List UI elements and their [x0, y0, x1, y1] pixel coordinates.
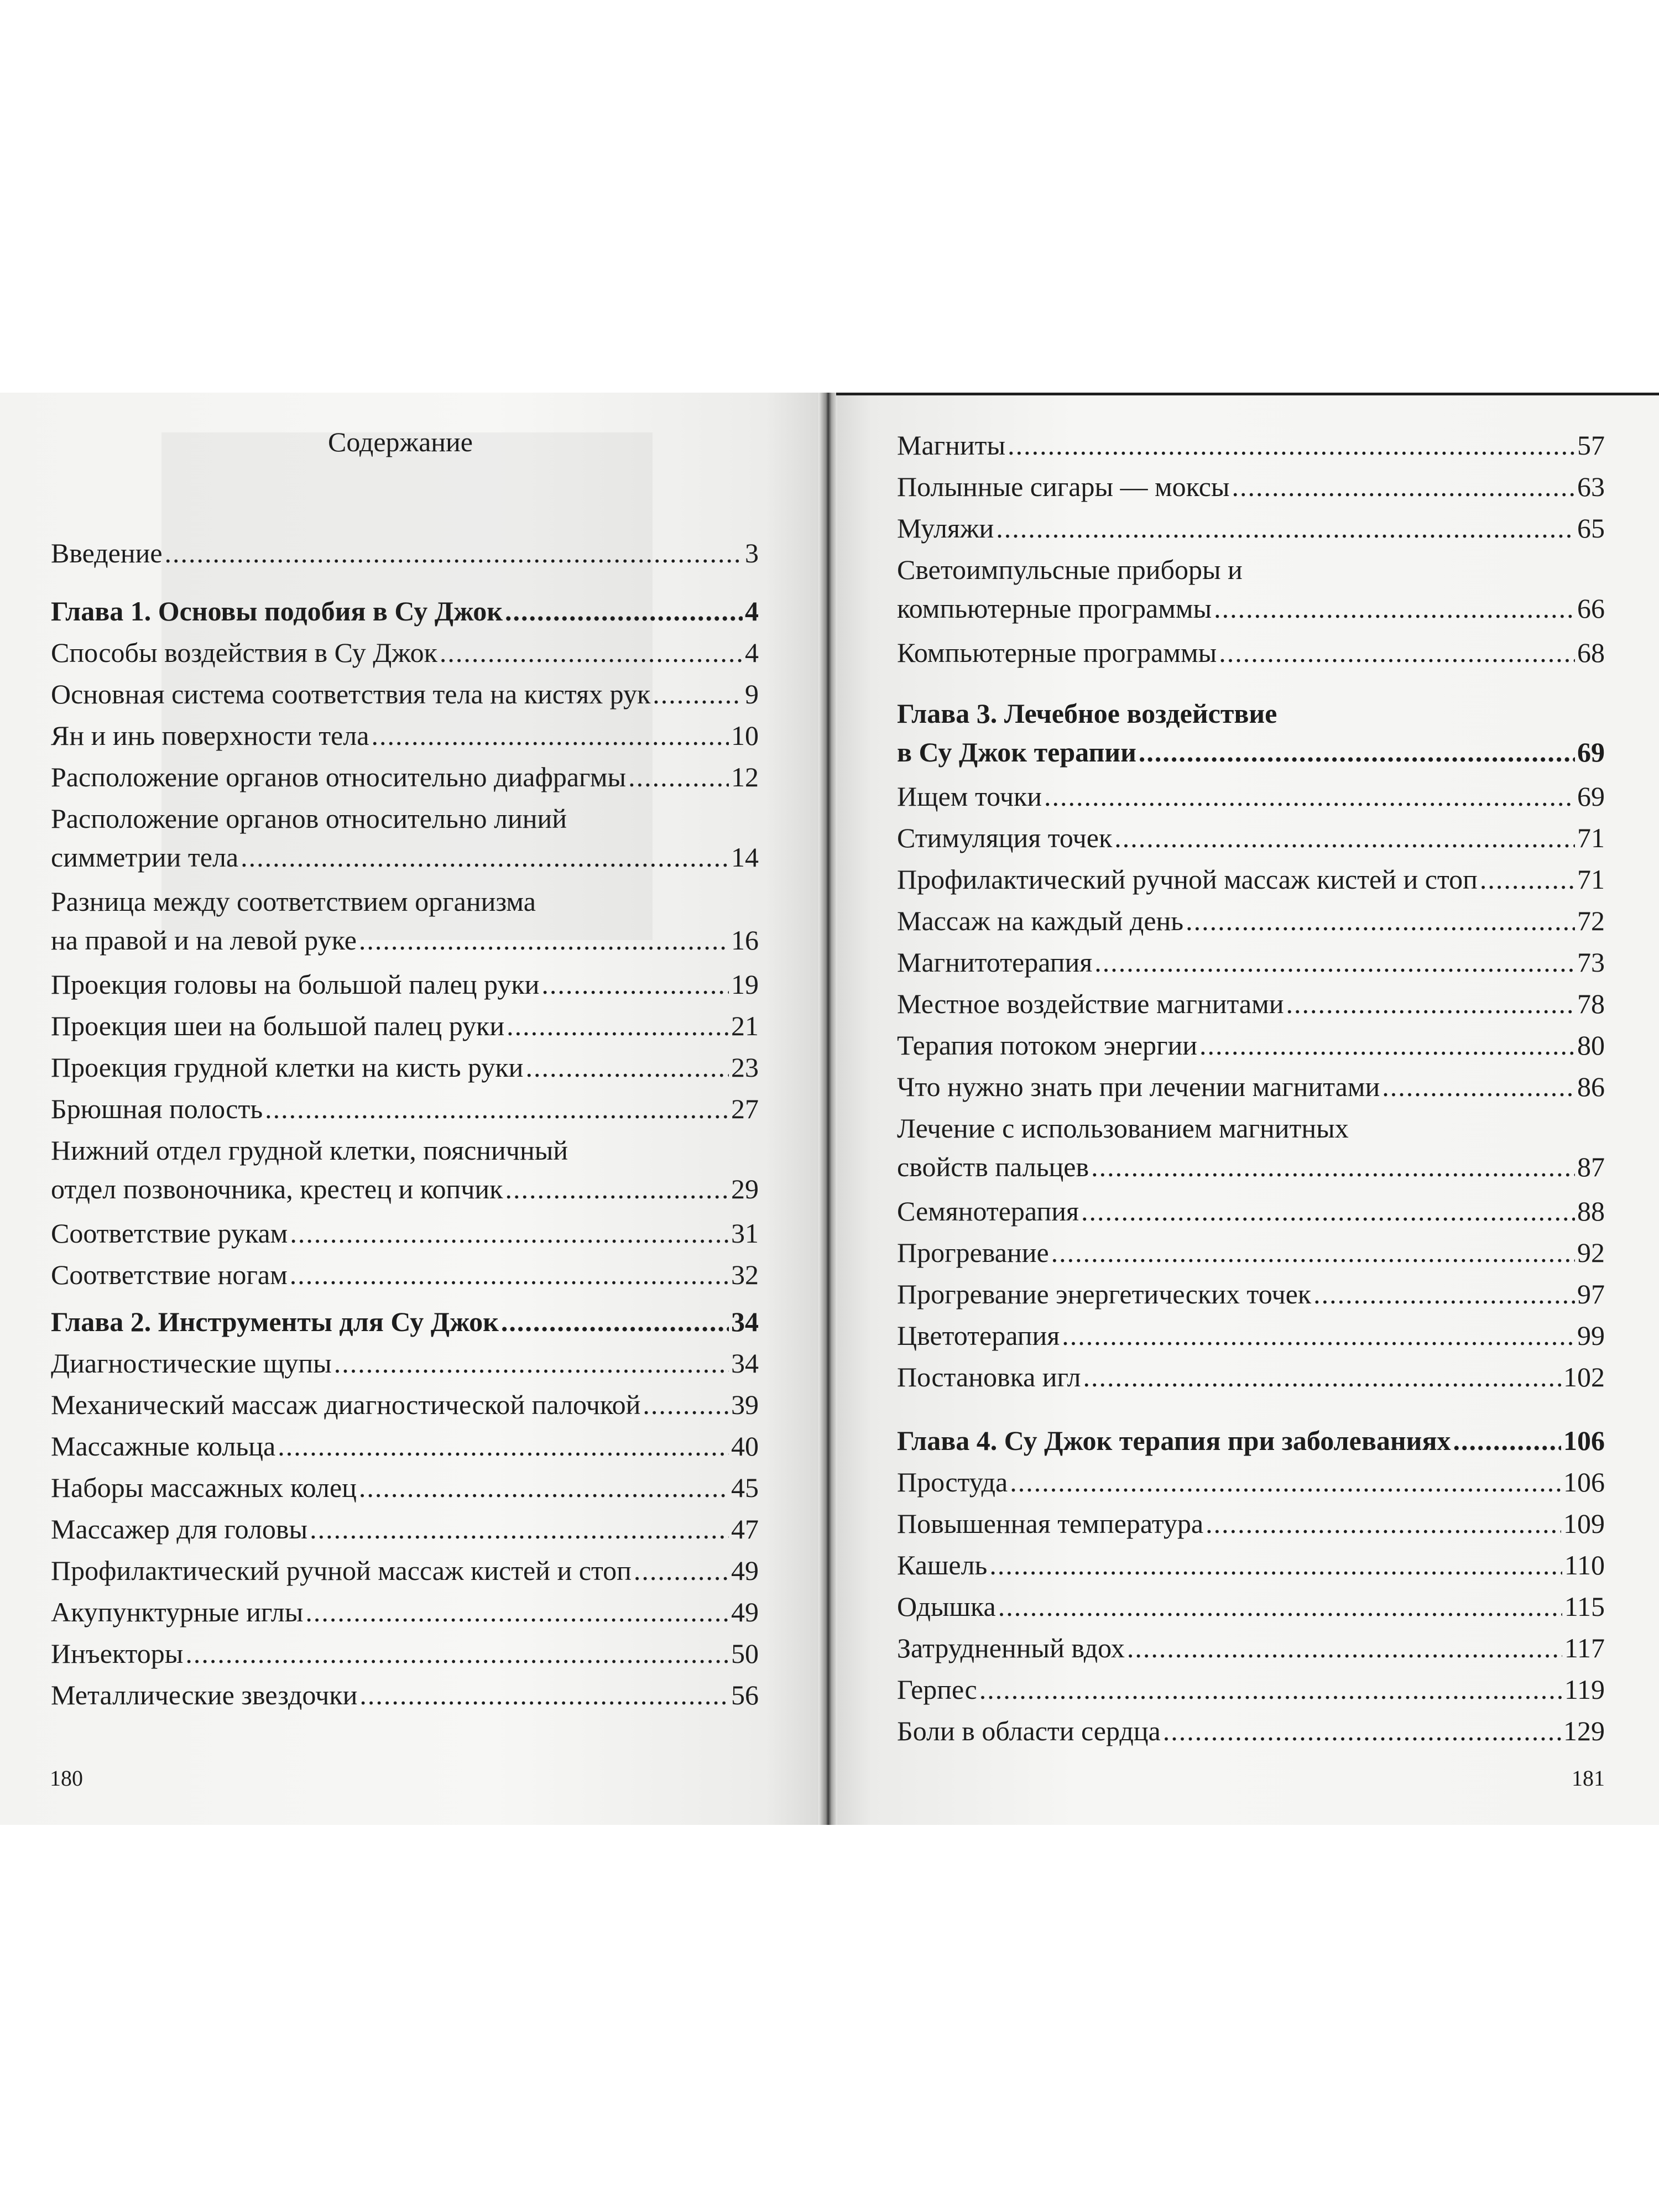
dot-leader: [359, 1676, 729, 1714]
page-number-right: 181: [1572, 1766, 1605, 1791]
toc-entry-page: 34: [731, 1306, 759, 1337]
dot-leader: [1206, 1504, 1561, 1543]
toc-entry-title: Металлические звездочки: [51, 1679, 358, 1710]
toc-entry-title: Повышенная температура: [897, 1508, 1204, 1539]
toc-entry: [897, 1629, 1605, 1667]
dot-leader: [1051, 1233, 1575, 1272]
toc-entry: [897, 1316, 1605, 1355]
toc-entry-title-line1: Расположение органов относительно линий: [51, 803, 567, 834]
toc-entry-title: Акупунктурные иглы: [51, 1597, 304, 1627]
dot-leader: [1480, 860, 1575, 899]
dot-leader: [1453, 1421, 1562, 1460]
toc-entry-page: 88: [1577, 1196, 1605, 1227]
toc-entry: [51, 1089, 759, 1128]
dot-leader: [1286, 984, 1575, 1023]
toc-entry-page: 34: [731, 1348, 759, 1379]
toc-entry: [897, 777, 1605, 816]
toc-entry-page: 69: [1577, 781, 1605, 812]
toc-entry-page: 49: [731, 1597, 759, 1627]
toc-entry: [51, 1006, 759, 1045]
dot-leader: [507, 1006, 729, 1045]
toc-entry-title: Простуда: [897, 1467, 1008, 1498]
toc-entry-title: Муляжи: [897, 513, 994, 544]
toc-entry-title: Массажные кольца: [51, 1431, 276, 1462]
toc-entry-page: 119: [1564, 1674, 1605, 1705]
toc-entry-title: в Су Джок терапии: [897, 737, 1136, 768]
toc-entry-title: Компьютерные программы: [897, 637, 1217, 668]
toc-entry-page: 39: [731, 1389, 759, 1420]
toc-entry-title: Прогревание энергетических точек: [897, 1279, 1312, 1310]
toc-entry: [51, 534, 759, 572]
toc-entry-page: 23: [731, 1052, 759, 1083]
dot-leader: [305, 1593, 729, 1631]
toc-entry-title: Профилактический ручной массаж кистей и стоп: [897, 864, 1478, 895]
toc-entry: [51, 965, 759, 1004]
dot-leader: [1127, 1629, 1562, 1667]
toc-entry-title: Проекция головы на большой палец руки: [51, 969, 540, 1000]
toc-entry-page: 45: [731, 1472, 759, 1503]
toc-entry: [897, 509, 1605, 547]
dot-leader: [998, 1587, 1562, 1626]
toc-chapter-entry: [51, 1302, 759, 1341]
dot-leader: [165, 534, 743, 572]
toc-entry: [51, 1385, 759, 1424]
dot-leader: [989, 1546, 1562, 1584]
page-edge-line: [836, 393, 1659, 395]
toc-entry-title: Ян и инь поверхности тела: [51, 720, 369, 751]
toc-entry-page: 106: [1563, 1467, 1605, 1498]
toc-entry-page: 12: [731, 761, 759, 792]
toc-entry: [51, 1255, 759, 1294]
toc-entry: [51, 799, 759, 877]
book-spread: [0, 393, 1659, 1825]
toc-entry-page: 16: [731, 925, 759, 956]
dot-leader: [1232, 467, 1575, 506]
toc-entry-page: 129: [1563, 1715, 1605, 1746]
toc-entry-page: 80: [1577, 1030, 1605, 1061]
dot-leader: [241, 838, 729, 877]
toc-entry-title: Массажер для головы: [51, 1514, 308, 1545]
toc-entry-page: 14: [731, 842, 759, 873]
toc-entry-page: 73: [1577, 947, 1605, 978]
toc-entry: [897, 633, 1605, 672]
toc-entry-title: Стимуляция точек: [897, 822, 1113, 853]
toc-entry-title: Наборы массажных колец: [51, 1472, 357, 1503]
toc-entry-title: свойств пальцев: [897, 1151, 1089, 1182]
dot-leader: [653, 675, 743, 713]
toc-entry-page: 27: [731, 1093, 759, 1124]
toc-entry-page: 117: [1564, 1632, 1605, 1663]
toc-entry-page: 102: [1563, 1361, 1605, 1392]
toc-entry-page: 97: [1577, 1279, 1605, 1310]
toc-entry-page: 69: [1577, 737, 1605, 768]
toc-entry-title: Цветотерапия: [897, 1320, 1060, 1351]
dot-leader: [643, 1385, 729, 1424]
toc-entry: [897, 1067, 1605, 1106]
toc-entry: [897, 1026, 1605, 1065]
dot-leader: [278, 1427, 729, 1465]
dot-leader: [1044, 777, 1575, 816]
toc-entry: [897, 1712, 1605, 1750]
toc-entry-title: Магнитотерапия: [897, 947, 1093, 978]
toc-entry: [51, 1214, 759, 1253]
book-gutter: [818, 393, 837, 1825]
toc-entry-title: Местное воздействие магнитами: [897, 988, 1284, 1019]
toc-entry-page: 47: [731, 1514, 759, 1545]
toc-entry-page: 78: [1577, 988, 1605, 1019]
toc-entry-page: 4: [745, 596, 759, 627]
toc-entry-title: Брюшная полость: [51, 1093, 263, 1124]
toc-entry-title: Способы воздействия в Су Джок: [51, 637, 437, 668]
dot-leader: [440, 633, 743, 672]
toc-entry: [51, 1131, 759, 1208]
toc-entry: [897, 943, 1605, 982]
toc-entry-page: 115: [1564, 1591, 1605, 1622]
toc-entry-page: 29: [731, 1173, 759, 1204]
toc-entry: [897, 426, 1605, 465]
toc-entry: [51, 882, 759, 959]
toc-entry: [51, 1634, 759, 1673]
dot-leader: [996, 509, 1575, 547]
toc-entry: [897, 1546, 1605, 1584]
toc-entry-title: Глава 1. Основы подобия в Су Джок: [51, 596, 503, 627]
toc-entry-page: 50: [731, 1638, 759, 1669]
toc-entry: [51, 758, 759, 796]
dot-leader: [541, 965, 729, 1004]
toc-entry-title: Расположение органов относительно диафрагмы: [51, 761, 627, 792]
toc-entry-title: Диагностические щупы: [51, 1348, 332, 1379]
toc-entry-title-line1: Нижний отдел грудной клетки, поясничный: [51, 1135, 568, 1166]
dot-leader: [505, 592, 743, 630]
toc-entry-title: Затрудненный вдох: [897, 1632, 1125, 1663]
toc-entry-title: Соответствие рукам: [51, 1218, 288, 1249]
toc-entry-page: 92: [1577, 1237, 1605, 1268]
toc-entry: [897, 1587, 1605, 1626]
toc-entry-page: 109: [1563, 1508, 1605, 1539]
left-page: [0, 393, 823, 1825]
dot-leader: [1010, 1463, 1561, 1501]
dot-leader: [1114, 818, 1575, 857]
toc-entry-page: 71: [1577, 822, 1605, 853]
toc-entry: [51, 1468, 759, 1507]
toc-entry-title: Полынные сигары — моксы: [897, 471, 1230, 502]
toc-entry-page: 57: [1577, 430, 1605, 461]
toc-chapter-entry: [897, 694, 1605, 771]
dot-leader: [505, 1170, 729, 1208]
toc-entry: [897, 860, 1605, 899]
toc-entry-title: Прогревание: [897, 1237, 1049, 1268]
toc-entry: [51, 1593, 759, 1631]
dot-leader: [1199, 1026, 1575, 1065]
toc-entry: [51, 1427, 759, 1465]
toc-heading: Содержание: [328, 426, 473, 457]
dot-leader: [1008, 426, 1575, 465]
toc-entry: [897, 901, 1605, 940]
toc-entry-title: Глава 2. Инструменты для Су Джок: [51, 1306, 499, 1337]
toc-entry-title: на правой и на левой руке: [51, 925, 357, 956]
dot-leader: [1186, 901, 1575, 940]
toc-entry-title: Семянотерапия: [897, 1196, 1079, 1227]
dot-leader: [1214, 589, 1575, 628]
toc-entry: [897, 550, 1605, 628]
dot-leader: [1091, 1147, 1575, 1186]
toc-entry-title: Кашель: [897, 1550, 988, 1580]
toc-entry: [51, 633, 759, 672]
toc-entry: [51, 675, 759, 713]
toc-entry-page: 68: [1577, 637, 1605, 668]
dot-leader: [1163, 1712, 1561, 1750]
toc-entry-title: симметрии тела: [51, 842, 239, 873]
dot-leader: [501, 1302, 729, 1341]
toc-entry-title: Проекция шеи на большой палец руки: [51, 1010, 505, 1041]
toc-entry-page: 32: [731, 1259, 759, 1290]
toc-entry: [51, 1048, 759, 1087]
dot-leader: [1083, 1358, 1561, 1396]
toc-entry-page: 40: [731, 1431, 759, 1462]
toc-entry-title: Постановка игл: [897, 1361, 1081, 1392]
dot-leader: [1313, 1275, 1575, 1313]
toc-entry: [897, 1670, 1605, 1709]
toc-entry: [897, 818, 1605, 857]
toc-entry: [51, 1551, 759, 1590]
toc-entry-page: 63: [1577, 471, 1605, 502]
toc-entry: [897, 1233, 1605, 1272]
dot-leader: [290, 1255, 729, 1294]
toc-entry-title: Профилактический ручной массаж кистей и стоп: [51, 1555, 632, 1586]
toc-entry-title: Ищем точки: [897, 781, 1042, 812]
toc-entry-page: 56: [731, 1679, 759, 1710]
toc-entry-title: Инъекторы: [51, 1638, 184, 1669]
dot-leader: [979, 1670, 1562, 1709]
toc-entry-title: Одышка: [897, 1591, 996, 1622]
toc-entry-page: 49: [731, 1555, 759, 1586]
toc-entry: [897, 1275, 1605, 1313]
toc-entry-title: Проекция грудной клетки на кисть руки: [51, 1052, 524, 1083]
dot-leader: [1219, 633, 1575, 672]
toc-entry-title: Массаж на каждый день: [897, 905, 1184, 936]
dot-leader: [1382, 1067, 1575, 1106]
toc-entry-page: 31: [731, 1218, 759, 1249]
toc-entry-page: 21: [731, 1010, 759, 1041]
dot-leader: [1139, 733, 1575, 771]
toc-entry-title: Основная система соответствия тела на кистях рук: [51, 679, 651, 709]
toc-entry-page: 72: [1577, 905, 1605, 936]
dot-leader: [634, 1551, 729, 1590]
dot-leader: [359, 921, 729, 959]
toc-entry-page: 3: [745, 538, 759, 568]
dot-leader: [525, 1048, 729, 1087]
dot-leader: [628, 758, 729, 796]
toc-entry-page: 19: [731, 969, 759, 1000]
toc-entry-page: 87: [1577, 1151, 1605, 1182]
right-page: [830, 393, 1659, 1825]
toc-entry-title: Введение: [51, 538, 163, 568]
dot-leader: [1081, 1192, 1575, 1230]
toc-entry: [897, 1358, 1605, 1396]
toc-entry-title: Магниты: [897, 430, 1006, 461]
dot-leader: [310, 1510, 729, 1548]
toc-entry: [51, 1676, 759, 1714]
toc-entry-title-line1: Разница между соответствием организма: [51, 886, 536, 917]
toc-entry-page: 65: [1577, 513, 1605, 544]
toc-entry: [897, 1504, 1605, 1543]
toc-entry-title: Боли в области сердца: [897, 1715, 1161, 1746]
toc-entry-title-line1: Лечение с использованием магнитных: [897, 1113, 1349, 1144]
dot-leader: [185, 1634, 729, 1673]
toc-chapter-entry: [897, 1421, 1605, 1460]
toc-entry-page: 99: [1577, 1320, 1605, 1351]
dot-leader: [290, 1214, 729, 1253]
toc-entry-page: 86: [1577, 1071, 1605, 1102]
toc-entry-title: Механический массаж диагностической палочкой: [51, 1389, 641, 1420]
toc-entry-title: Глава 4. Су Джок терапия при заболеваниях: [897, 1425, 1451, 1456]
dot-leader: [359, 1468, 729, 1507]
page-number-left: 180: [50, 1766, 83, 1791]
toc-entry: [51, 1344, 759, 1383]
toc-entry: [51, 1510, 759, 1548]
toc-entry-page: 66: [1577, 593, 1605, 624]
toc-entry-title: компьютерные программы: [897, 593, 1212, 624]
toc-entry-page: 106: [1563, 1425, 1605, 1456]
toc-entry: [897, 984, 1605, 1023]
toc-entry-title: Герпес: [897, 1674, 977, 1705]
toc-entry: [897, 467, 1605, 506]
toc-entry: [897, 1463, 1605, 1501]
dot-leader: [1062, 1316, 1575, 1355]
toc-entry-title-line1: Глава 3. Лечебное воздействие: [897, 698, 1277, 729]
toc-entry-title-line1: Светоимпульсные приборы и: [897, 554, 1243, 585]
toc-entry-title: Что нужно знать при лечении магнитами: [897, 1071, 1380, 1102]
toc-entry-page: 110: [1564, 1550, 1605, 1580]
toc-entry-title: Терапия потоком энергии: [897, 1030, 1198, 1061]
toc-entry: [897, 1109, 1605, 1186]
toc-entry-page: 4: [745, 637, 759, 668]
toc-chapter-entry: [51, 592, 759, 630]
dot-leader: [334, 1344, 729, 1383]
toc-entry-page: 71: [1577, 864, 1605, 895]
toc-entry-page: 10: [731, 720, 759, 751]
toc-entry-title: Соответствие ногам: [51, 1259, 288, 1290]
dot-leader: [1094, 943, 1575, 982]
toc-entry-title: отдел позвоночника, крестец и копчик: [51, 1173, 503, 1204]
toc-entry: [897, 1192, 1605, 1230]
toc-entry: [51, 716, 759, 755]
toc-entry-page: 9: [745, 679, 759, 709]
dot-leader: [265, 1089, 729, 1128]
dot-leader: [371, 716, 729, 755]
